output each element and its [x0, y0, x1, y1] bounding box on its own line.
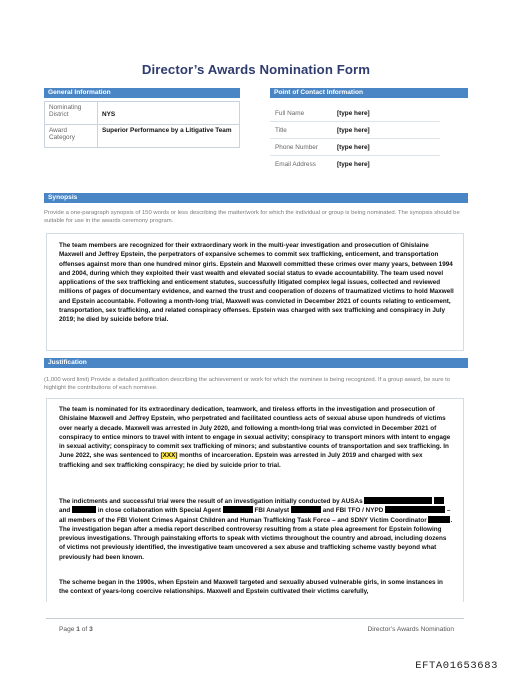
email-address-label: Email Address [275, 161, 316, 168]
redaction-block [72, 506, 96, 513]
general-info-table [44, 101, 240, 148]
justification-text: – [446, 507, 451, 515]
divider [270, 121, 440, 122]
table-row [45, 102, 240, 125]
footer-divider [46, 618, 464, 619]
full-name-label: Full Name [275, 110, 305, 117]
justification-paragraph-3: The scheme began in the 1990s, when Epstein and Maxwell targeted and sexually abused vulnerable girls, in some instances in the context of years-long coercive relationships. Maxwell and Epstein cultivated their victims carefully, [59, 579, 443, 596]
synopsis-text: The team members are recognized for their extraordinary work in the multi-year investigation and prosecution of Ghislaine Maxwell and Jeffrey Epstein, the perpetrators of expansive schemes to commit sex trafficking, enticement, and transportation offenses against more than one hundred minor girls. Epstein and Maxwell committed these crimes over many years, between 1994 and 2004, during which they exploited their vast wealth and elevated social status to evade accountability. The team used novel applications of the sex trafficking and enticement statutes, successfully litigated complex legal issues, collected and reviewed millions of pages of documentary evidence, and earned the trust and cooperation of dozens of traumatized victims to hold Maxwell and Epstein accountable. Following a month-long trial, Maxwell was convicted in December 2021 of counts relating to enticement, transportation, sex trafficking, and related conspiracy offenses. Epstein was charged with sex trafficking and conspiracy in July 2019; he died by suicide before trial. [59, 242, 454, 324]
justification-text: and FBI TFO / NYPD [322, 507, 384, 515]
redaction-block [428, 516, 450, 523]
redaction-block [434, 497, 444, 504]
divider [270, 155, 440, 156]
synopsis-instructions: Provide a one-paragraph synopsis of 150 words or less describing the matter/work for which the individual or group is being nominated. The synopsis should be suitable for use in the awards ceremony program. [44, 210, 460, 224]
redaction-block [291, 506, 321, 513]
email-address-field[interactable]: [type here] [337, 161, 370, 168]
justification-header: Justification [44, 358, 468, 368]
justification-text: . The investigation began after a media report described controversy resulting from a state plea agreement for Epstein following previous investigations. Through painstaking efforts to speak with victims throughout the country and abroad, including dozens of victims not previously identified, the investigative team uncovered a sex abuse and trafficking scheme vastly beyond what previously had been known. [59, 516, 453, 561]
justification-instructions: (1,000 word limit) Provide a detailed justification describing the achievement or work for which the nominee is being recognized. If a group award, be sure to highlight the contributions of each nominee. [44, 377, 451, 391]
form-title: Director’s Awards Nomination Form [141, 62, 371, 77]
poc-header: Point of Contact Information [270, 88, 468, 98]
phone-number-label: Phone Number [275, 144, 318, 151]
justification-paragraph-1 [59, 405, 454, 470]
highlighted-placeholder: [XXX] [160, 452, 178, 460]
justification-text: and [59, 507, 71, 515]
justification-text: in close collaboration with Special Agent [97, 507, 221, 515]
poc-row-full-name [275, 110, 445, 117]
document-id-stamp: EFTA01653683 [415, 660, 498, 672]
synopsis-header: Synopsis [44, 193, 468, 203]
justification-paragraph-2 [59, 497, 454, 562]
title-label: Title [275, 127, 287, 134]
nominating-district-label: Nominating District [45, 102, 98, 125]
nominating-district-value: NYS [98, 102, 240, 125]
justification-text: The team is nominated for its extraordinary dedication, teamwork, and tireless efforts in the investigation and prosecution of Ghislaine Maxwell and Jeffrey Epstein, who perpetrated and facilitated countless acts of sexual abuse upon hundreds of victims over nearly a decade. Maxwell was arrested in July 2020, and following a month-long trial was convicted in December 2021 of conspiracy to entice minors to travel with intent to engage in sexual activity; conspiracy to transport minors with intent to engage in sexual activity; conspiracy to commit sex trafficking of minors; and substantive counts of transportation and sex trafficking. In June 2022, she was sentenced to [59, 406, 451, 460]
phone-number-field[interactable]: [type here] [337, 144, 370, 151]
general-info-header: General Information [44, 88, 240, 98]
award-category-value: Superior Performance by a Litigative Team [98, 125, 240, 148]
redaction-block [385, 506, 445, 513]
poc-row-email [275, 161, 445, 168]
page-indicator: Page 1 of 3 [59, 626, 93, 633]
justification-text: months of incarceration. Epstein was arrested in July 2019 and charged with sex trafficking and sex trafficking conspiracy; he died by suicide prior to trial. [59, 452, 423, 469]
divider [270, 138, 440, 139]
redaction-block [364, 497, 432, 504]
justification-text: The indictments and successful trial were the result of an investigation initially conducted by AUSAs [59, 498, 363, 505]
full-name-field[interactable]: [type here] [337, 110, 370, 117]
justification-text: FBI Analyst [254, 507, 290, 515]
poc-row-title [275, 127, 445, 134]
title-field[interactable]: [type here] [337, 127, 370, 134]
award-category-label: Award Category [45, 125, 98, 148]
poc-row-phone [275, 144, 445, 151]
table-row [45, 125, 240, 148]
justification-text: all members of the FBI Violent Crimes Against Children and Human Trafficking Task Force – and SDNY Victim Coordinator [59, 516, 427, 524]
footer-doc-title: Director’s Awards Nomination [367, 626, 454, 633]
redaction-block [223, 506, 253, 513]
